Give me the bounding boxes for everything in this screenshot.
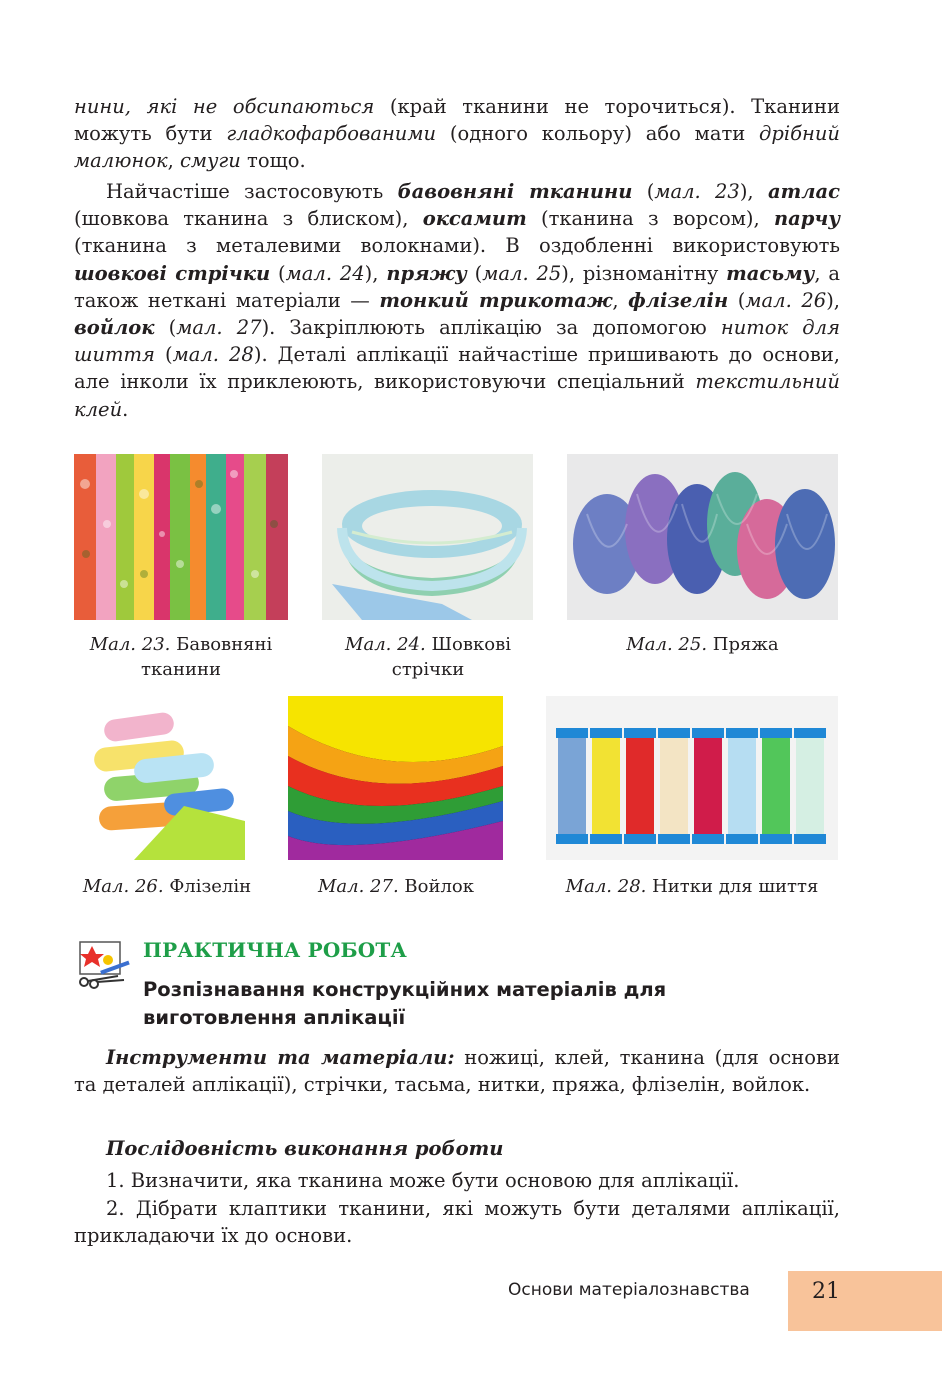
tools-paragraph: Інструменти та матеріали: ножиці, клей, тканина (для основи та деталей аплікації), стрічки, тасьма, нитки, пряжа, флізелін, войлок. bbox=[74, 1046, 841, 1097]
practical-work-subtitle: Розпізнавання конструкційних матеріалів для виготовлення аплікації bbox=[143, 978, 667, 1029]
silk-ribbons-photo bbox=[322, 454, 533, 620]
page-number: 21 bbox=[812, 1279, 840, 1304]
figure-caption-23: Мал. 23. Бавовняні тканини bbox=[89, 634, 273, 680]
paragraph-materials: Найчастіше застосовують бавовняні тканини (мал. 23), атлас (шовкова тканина з блиском), оксамит (тканина з ворсом), парчу (тканина з металевими волокнами). В оздобленні використовують шовкові стрічки (мал. 24), пряжу (мал. 25), різноманітну тасьму, а також неткані матеріали — тонкий трикотаж, флізелін (мал. 26), войлок (мал. 27). Закріплюють аплікацію за допомогою ниток для шиття (мал. 28). Деталі аплікації найчастіше пришивають до основи, але інколи їх приклеюють, використовуючи спеціальний текстильний клей. bbox=[74, 180, 841, 421]
figure-caption-25: Мал. 25. Пряжа bbox=[626, 634, 779, 655]
figure-caption-27: Мал. 27. Войлок bbox=[317, 876, 475, 897]
sequence-heading: Послідовність виконання роботи bbox=[106, 1137, 504, 1160]
figure-caption-24: Мал. 24. Шовкові стрічки bbox=[345, 634, 511, 680]
figure-caption-26: Мал. 26. Флізелін bbox=[82, 876, 252, 897]
yarn-photo bbox=[567, 454, 838, 620]
step-2: 2. Дібрати клаптики тканини, які можуть бути деталями аплікації, прикладаючи їх до основи. bbox=[74, 1197, 840, 1248]
paragraph-fabric-patterns: нини, які не обсипаються (край тканини не торочиться). Тканини можуть бути гладкофарбованими (одного кольору) або мати дрібний малюнок, смуги тощо. bbox=[74, 95, 840, 173]
cotton-fabrics-photo bbox=[74, 454, 288, 620]
footer-section-title: Основи матеріалознавства bbox=[508, 1280, 750, 1300]
interfacing-rolls-photo bbox=[94, 696, 245, 860]
sewing-threads-photo bbox=[546, 696, 838, 860]
step-1: 1. Визначити, яка тканина може бути основою для аплікації. bbox=[106, 1169, 740, 1192]
felt-photo bbox=[288, 696, 503, 860]
figure-caption-28: Мал. 28. Нитки для шиття bbox=[565, 876, 819, 897]
practical-work-icon bbox=[74, 940, 134, 990]
practical-work-title: ПРАКТИЧНА РОБОТА bbox=[143, 938, 407, 962]
